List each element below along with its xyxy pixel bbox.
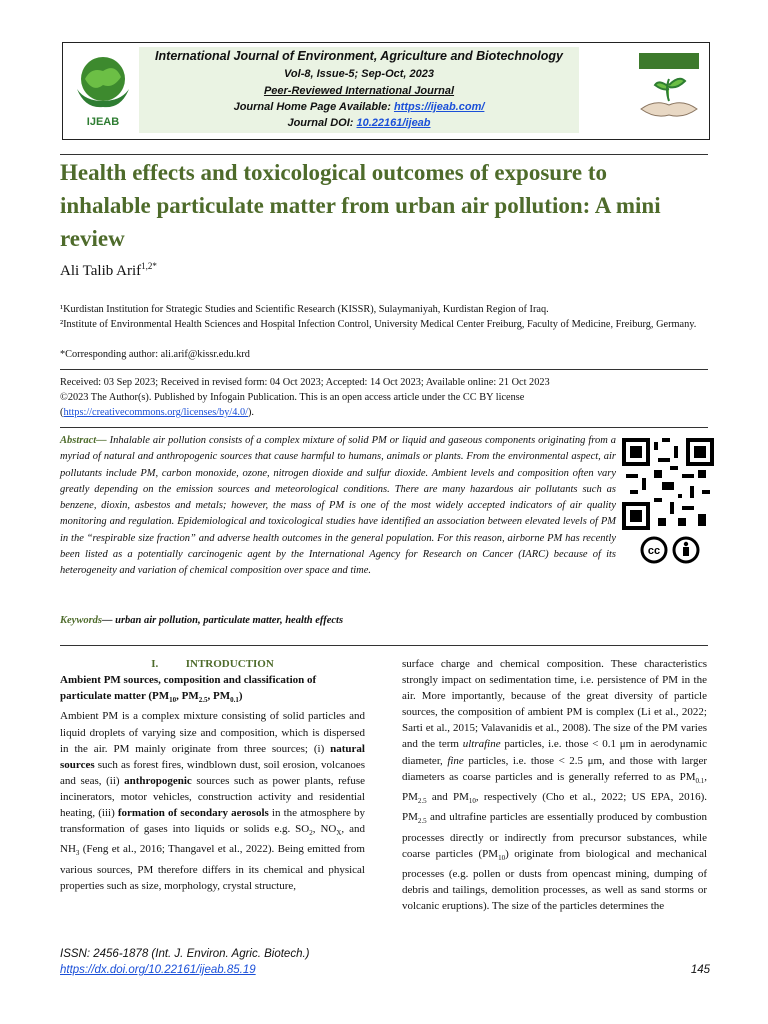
svg-text:cc: cc	[647, 545, 661, 557]
page-number: 145	[690, 964, 710, 976]
section-heading: I. INTRODUCTION	[151, 658, 274, 670]
page-footer	[60, 946, 710, 978]
author-name: Ali Talib Arif$^{1,2*}$	[60, 261, 157, 279]
qr-code-icon	[622, 438, 714, 530]
license-line: (https://creativecommons.org/licenses/by/4.0/).	[60, 407, 255, 418]
article-title: Health effects and toxicological outcomes of exposure to inhalable particulate matter from urban air pollution: A mini review	[60, 160, 661, 251]
copyright-text: ©2023 The Author(s). Published by Infogain Publication. This is an open access article under the CC BY license	[60, 392, 525, 403]
article-dates: Received: 03 Sep 2023; Received in revised form: 04 Oct 2023; Accepted: 14 Oct 2023; Available online: 21 Oct 2023	[60, 377, 550, 388]
affiliation-1: ¹Kurdistan Institution for Strategic Studies and Scientific Research (KISSR), Sulaymaniyah, Kurdistan Region of Iraq.	[60, 304, 549, 315]
column-right	[402, 656, 707, 914]
column-left	[60, 656, 365, 894]
home-page-link[interactable]: https://ijeab.com/	[393, 101, 485, 113]
abstract: Abstract— Inhalable air pollution consists of a complex mixture of solid PM or liquid and gaseous components originating from a myriad of natural and anthropogenic sources that cause harmful to humans, animals or plants. From the environmental aspect, air pollutants include PM, carbon monoxide, ozone, nitrogen dioxide and sulfur dioxide. Ambient levels and composition often vary greatly depending on the emission sources and meteorological conditions. There are many hazardous air pollutants such as benzene, dioxin, asbestos and metals; however, the mass of PM is one of the most widely accepted indicators of air quality monitoring and regulation. Epidemiological and toxicological studies have identified an association between elevated levels of PM in the “respirable size fraction” and adverse health outcomes in the general population. For this reason, airborne PM has recently been listed as a potentially carcinogenic agent by the International Agency for Research on Cancer (IARC) because of its heterogeneity and variation of chemical composition over space and time.	[60, 435, 617, 577]
divider	[60, 427, 708, 428]
article-doi-link[interactable]: https://dx.doi.org/10.22161/ijeab.85.19	[60, 964, 256, 976]
home-page-line: Journal Home Page Available: https://ijeab.com/	[233, 101, 485, 113]
plant-hands-icon	[635, 49, 703, 129]
subsection-heading: Ambient PM sources, composition and classification of particulate matter ($PM_{10}$, $PM_{2.5}$, $PM_{0.1}$)	[60, 674, 317, 705]
body-paragraph: surface charge and chemical composition. These characteristics strongly impact on sedimentation time, i.e. persistence of PM in the air. More importantly, because of the great diversity of particle sources, the composition of ambient PM is complex (Li et al., 2022; Sarti et al., 2015; Valavanidis et al., 2008). The size of the PM varies and the term ultrafine particles, i.e. those < 0.1 μm in aerodynamic diameter, fine particles, i.e. those < 2.5 μm, and those with larger diameters as coarse particles and is generally referred to as $PM_{0.1}$, $PM_{2.5}$ and $PM_{10}$, respectively (Cho et al., 2022; US EPA, 2016). $PM_{2.5}$ and ultrafine particles are essentially produced by combustion processes directly or indirectly from precursor substances, while coarse particles $(PM_{10})$ originate from biological and mechanical processes (e.g. pollen or dusts from opencast mining, dumping of debris and tailings, demolition processes, as well as sand storms or volcanic eruptions). The size of the particles determines the	[402, 658, 708, 913]
issn-text: ISSN: 2456-1878 (Int. J. Environ. Agric. Biotech.)	[60, 948, 310, 960]
cc-by-license-icon	[640, 536, 702, 564]
body-paragraph: Ambient PM is a complex mixture consisting of solid particles and liquid droplets of varying size and composition, which is dispersed in the air. PM mainly originate from three sources; (i) natural sources such as forest fires, windblown dust, soil erosion, volcanoes and seas, (ii) anthropogenic sources such as power plants, refuse incinerators, motor vehicles, construction activity and residential heating, (iii) formation of secondary aerosols in the atmosphere by transformation of gases into liquids or solids e.g. $SO_2$, $NO_X$, and $NH_3$ (Feng et al., 2016; Thangavel et al., 2022). Being emitted from various sources, PM therefore differs in its chemical and physical properties such as size, morphology, crystal structure,	[60, 710, 366, 892]
journal-doi-link[interactable]: 10.22161/ijeab	[356, 117, 431, 129]
divider	[60, 645, 708, 646]
journal-volume: Vol-8, Issue-5; Sep-Oct, 2023	[284, 68, 434, 80]
divider	[60, 369, 708, 370]
journal-info-box	[139, 47, 579, 133]
affiliation-2: ²Institute of Environmental Health Sciences and Hospital Infection Control, University Medical Center Freiburg, Faculty of Medicine, Freiburg, Germany.	[60, 319, 697, 330]
license-link[interactable]: https://creativecommons.org/licenses/by/4.0/	[63, 407, 248, 418]
divider	[60, 154, 708, 155]
keywords: Keywords— urban air pollution, particulate matter, health effects	[60, 615, 344, 626]
doi-line: Journal DOI: 10.22161/ijeab	[287, 117, 431, 129]
peer-reviewed-label: Peer-Reviewed International Journal	[263, 85, 455, 97]
journal-header	[62, 42, 710, 140]
corresponding-author: *Corresponding author: ali.arif@kissr.edu.krd	[60, 349, 250, 360]
journal-title: International Journal of Environment, Agriculture and Biotechnology	[155, 49, 563, 63]
svg-text:IJEAB: IJEAB	[86, 116, 120, 128]
journal-logo-icon	[71, 49, 135, 129]
